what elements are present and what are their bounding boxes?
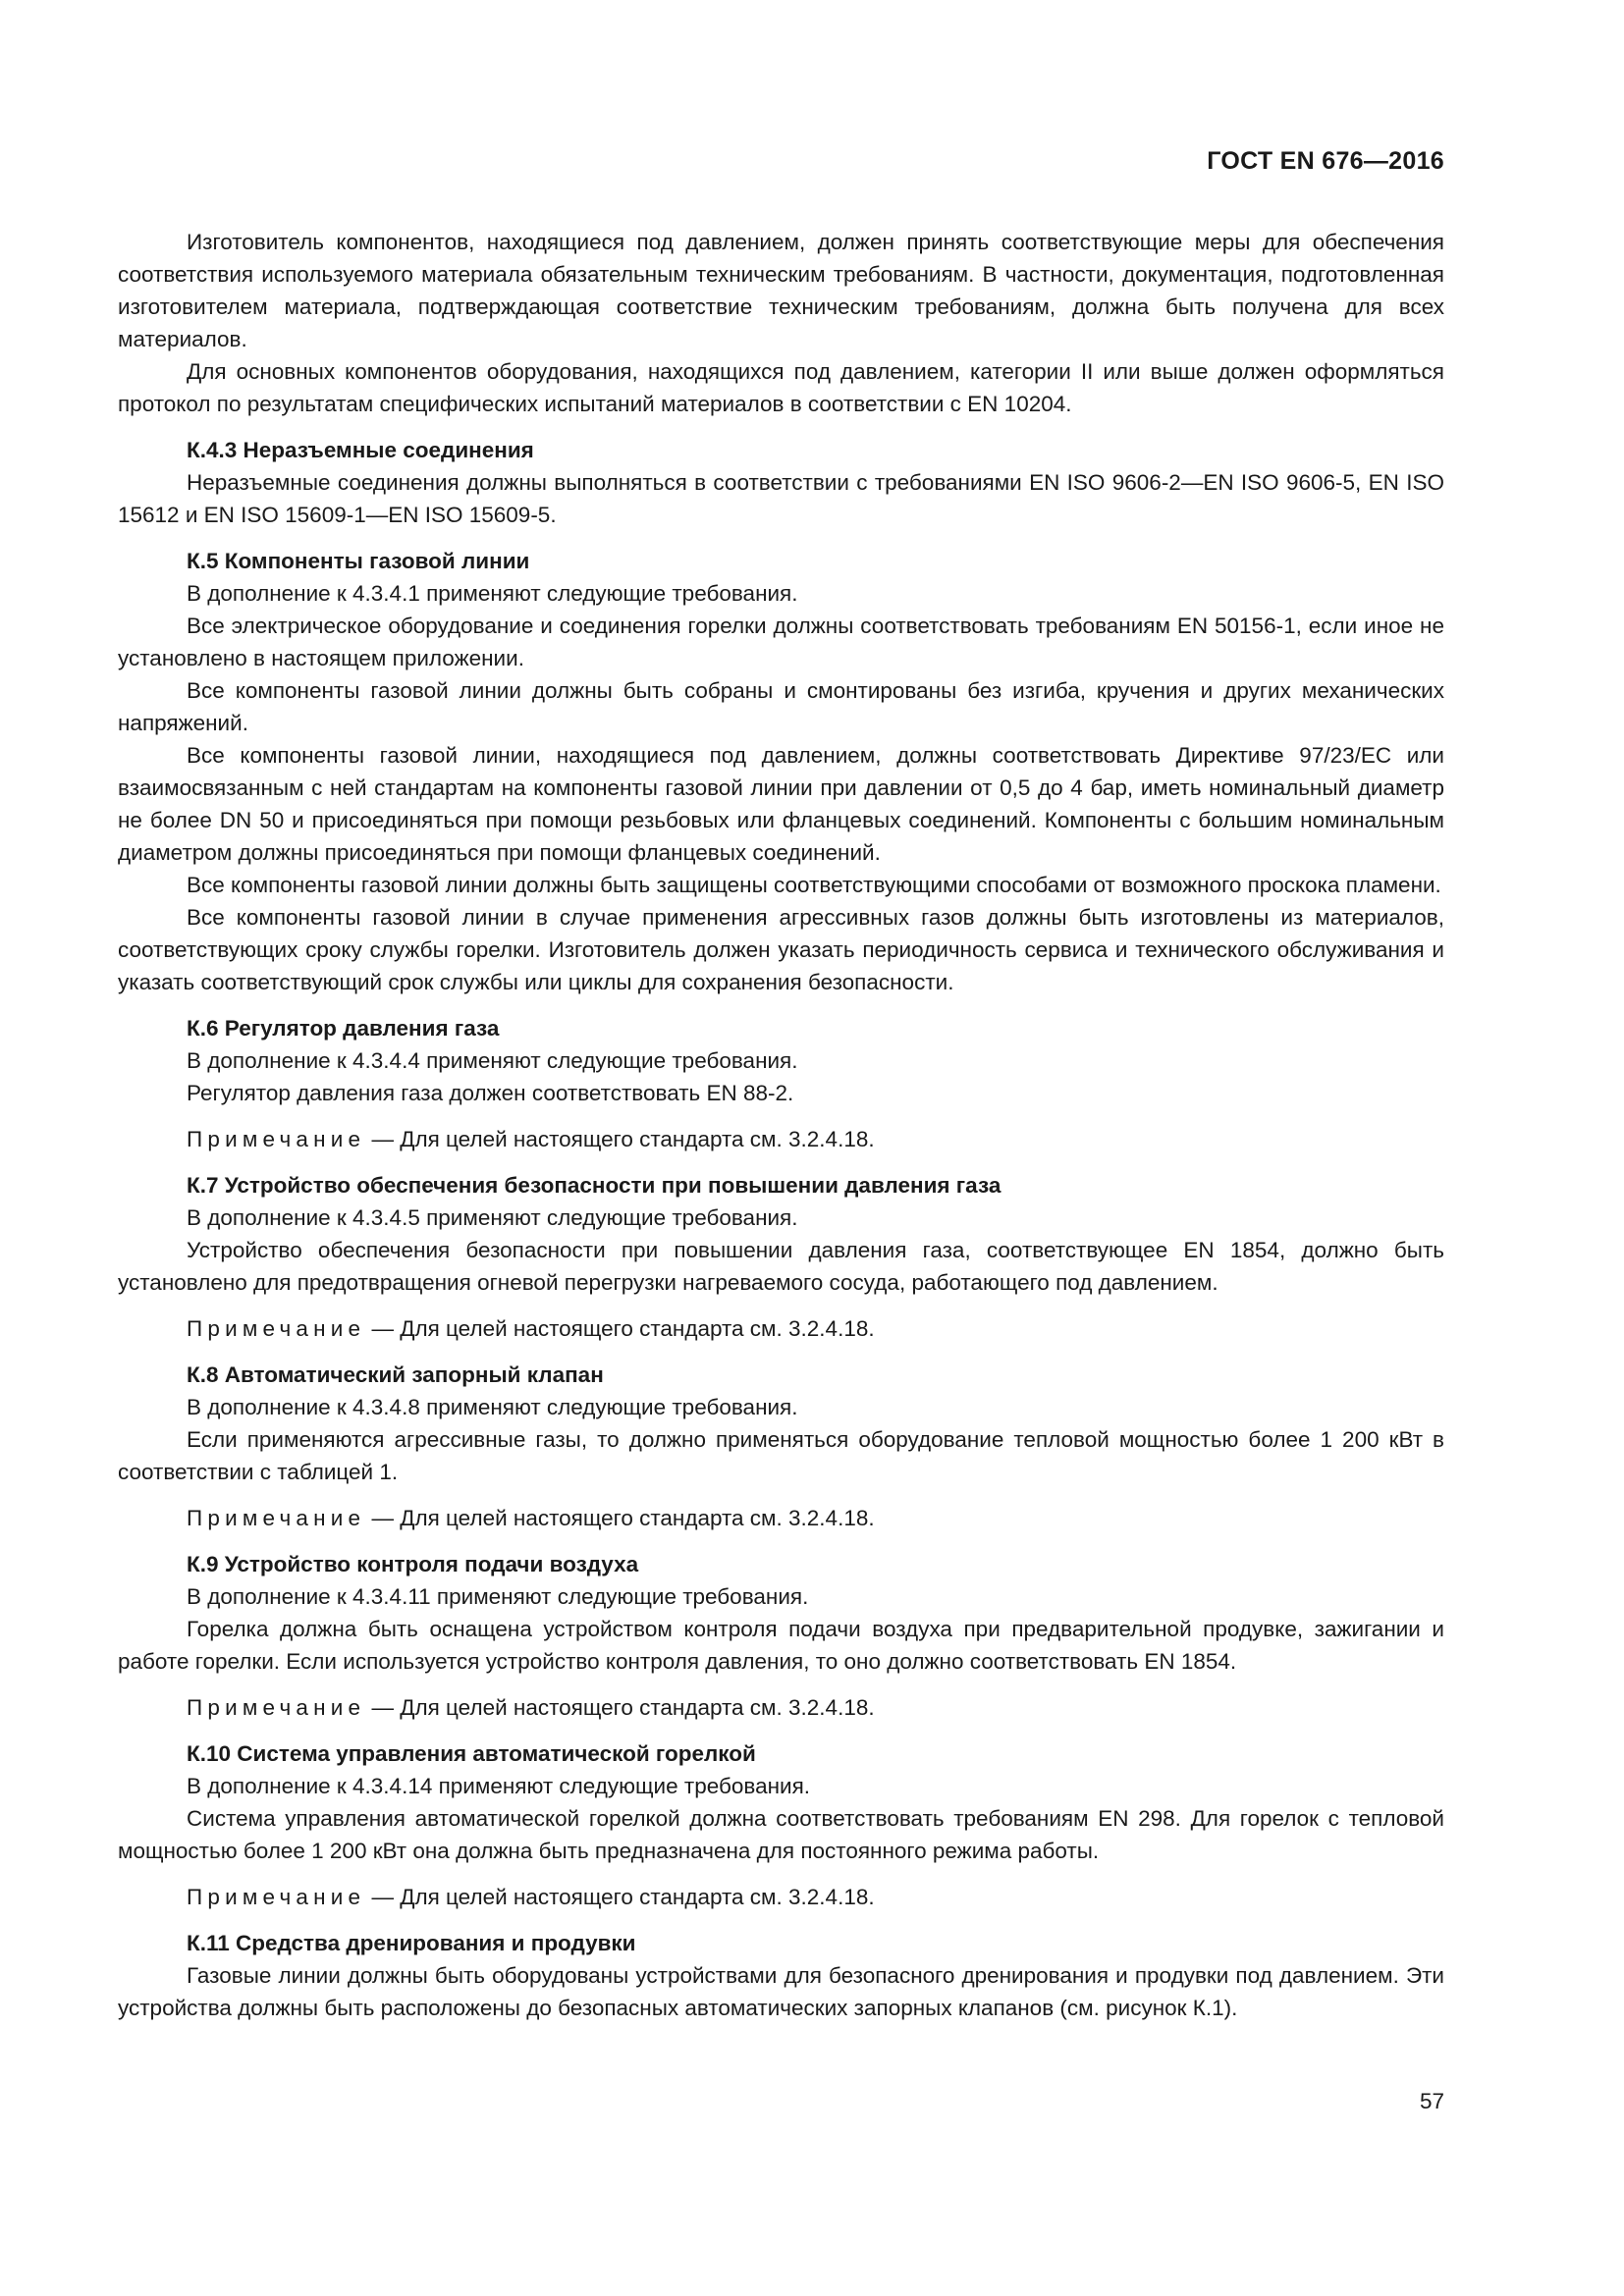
section-note (118, 1691, 1444, 1724)
note-label: Примечание (187, 1506, 366, 1530)
section-note (118, 1123, 1444, 1155)
note-text: — Для целей настоящего стандарта см. 3.2.4.18. (365, 1506, 875, 1530)
section-paragraph: Система управления автоматической горелкой должна соответствовать требованиям EN 298. Для горелок с тепловой мощностью более 1 200 кВт она должна быть предназначена для постоянного режима работы. (118, 1806, 1444, 1863)
note-label: Примечание (187, 1127, 366, 1151)
section-paragraph: В дополнение к 4.3.4.8 применяют следующие требования. (187, 1395, 798, 1419)
section-paragraph: В дополнение к 4.3.4.1 применяют следующие требования. (187, 581, 798, 606)
section-paragraph: В дополнение к 4.3.4.5 применяют следующие требования. (187, 1205, 798, 1230)
note-text: — Для целей настоящего стандарта см. 3.2.4.18. (365, 1885, 875, 1909)
note-label: Примечание (187, 1885, 366, 1909)
note-text: — Для целей настоящего стандарта см. 3.2.4.18. (365, 1316, 875, 1341)
section-paragraph: Все компоненты газовой линии должны быть собраны и смонтированы без изгиба, кручения и других механических напряжений. (118, 678, 1444, 735)
section-paragraph: Все компоненты газовой линии в случае применения агрессивных газов должны быть изготовлены из материалов, соответствующих сроку службы горелки. Изготовитель должен указать периодичность сервиса и технического обслуживания и указать соответствующий срок службы или циклы для сохранения безопасности. (118, 905, 1444, 994)
section-paragraph: В дополнение к 4.3.4.11 применяют следующие требования. (187, 1584, 809, 1609)
intro-paragraph-2: Для основных компонентов оборудования, находящихся под давлением, категории II или выше должен оформляться протокол по результатам специфических испытаний материалов в соответствии с EN 10204. (118, 359, 1444, 416)
section-heading-k8: К.8 Автоматический запорный клапан (187, 1362, 604, 1387)
page-number: 57 (1419, 2089, 1444, 2113)
section-heading-k6: К.6 Регулятор давления газа (187, 1016, 500, 1041)
section-heading-k10: К.10 Система управления автоматической горелкой (187, 1741, 756, 1766)
section-paragraph: Регулятор давления газа должен соответствовать EN 88-2. (187, 1081, 794, 1105)
section-paragraph: В дополнение к 4.3.4.4 применяют следующие требования. (187, 1048, 798, 1073)
section-paragraph: Если применяются агрессивные газы, то должно применяться оборудование тепловой мощностью более 1 200 кВт в соответствии с таблицей 1. (118, 1427, 1444, 1484)
section-paragraph: Газовые линии должны быть оборудованы устройствами для безопасного дренирования и продувки под давлением. Эти устройства должны быть расположены до безопасных автоматических запорных клапанов (см. рисунок К.1). (118, 1963, 1444, 2020)
section-paragraph: Устройство обеспечения безопасности при повышении давления газа, соответствующее EN 1854, должно быть установлено для предотвращения огневой перегрузки нагреваемого сосуда, работающего под давлением. (118, 1238, 1444, 1295)
section-paragraph: Все компоненты газовой линии, находящиеся под давлением, должны соответствовать Директиве 97/23/EC или взаимосвязанным с ней стандартам на компоненты газовой линии при давлении от 0,5 до 4 бар, иметь номинальный диаметр не более DN 50 и присоединяться при помощи резьбовых или фланцевых соединений. Компоненты с большим номинальным диаметром должны присоединяться при помощи фланцевых соединений. (118, 743, 1444, 865)
section-paragraph: Горелка должна быть оснащена устройством контроля подачи воздуха при предварительной продувке, зажигании и работе горелки. Если используется устройство контроля давления, то оно должно соответствовать EN 1854. (118, 1617, 1444, 1674)
note-label: Примечание (187, 1695, 366, 1720)
document-code-header: ГОСТ EN 676—2016 (1207, 147, 1444, 175)
section-paragraph: В дополнение к 4.3.4.14 применяют следующие требования. (187, 1774, 811, 1798)
note-label: Примечание (187, 1316, 366, 1341)
section-heading-k5: К.5 Компоненты газовой линии (187, 549, 530, 573)
section-heading-k11: К.11 Средства дренирования и продувки (187, 1931, 636, 1955)
section-paragraph: Все компоненты газовой линии должны быть защищены соответствующими способами от возможного проскока пламени. (187, 873, 1441, 897)
section-paragraph: Неразъемные соединения должны выполняться в соответствии с требованиями EN ISO 9606-2—EN ISO 9606-5, EN ISO 15612 и EN ISO 15609-1—EN ISO 15609-5. (118, 470, 1444, 527)
section-paragraph: Все электрическое оборудование и соединения горелки должны соответствовать требованиям EN 50156-1, если иное не установлено в настоящем приложении. (118, 614, 1444, 670)
page-body (118, 226, 1444, 2024)
section-heading-k4-3: К.4.3 Неразъемные соединения (187, 438, 534, 462)
section-heading-k7: К.7 Устройство обеспечения безопасности при повышении давления газа (187, 1173, 1001, 1198)
section-note (118, 1502, 1444, 1534)
intro-paragraph-1: Изготовитель компонентов, находящиеся под давлением, должен принять соответствующие меры для обеспечения соответствия используемого материала обязательным техническим требованиям. В частности, документация, подготовленная изготовителем материала, подтверждающая соответствие техническим требованиям, должна быть получена для всех материалов. (118, 230, 1444, 351)
note-text: — Для целей настоящего стандарта см. 3.2.4.18. (365, 1695, 875, 1720)
note-text: — Для целей настоящего стандарта см. 3.2.4.18. (365, 1127, 875, 1151)
section-note (118, 1312, 1444, 1345)
section-note (118, 1881, 1444, 1913)
section-heading-k9: К.9 Устройство контроля подачи воздуха (187, 1552, 639, 1576)
